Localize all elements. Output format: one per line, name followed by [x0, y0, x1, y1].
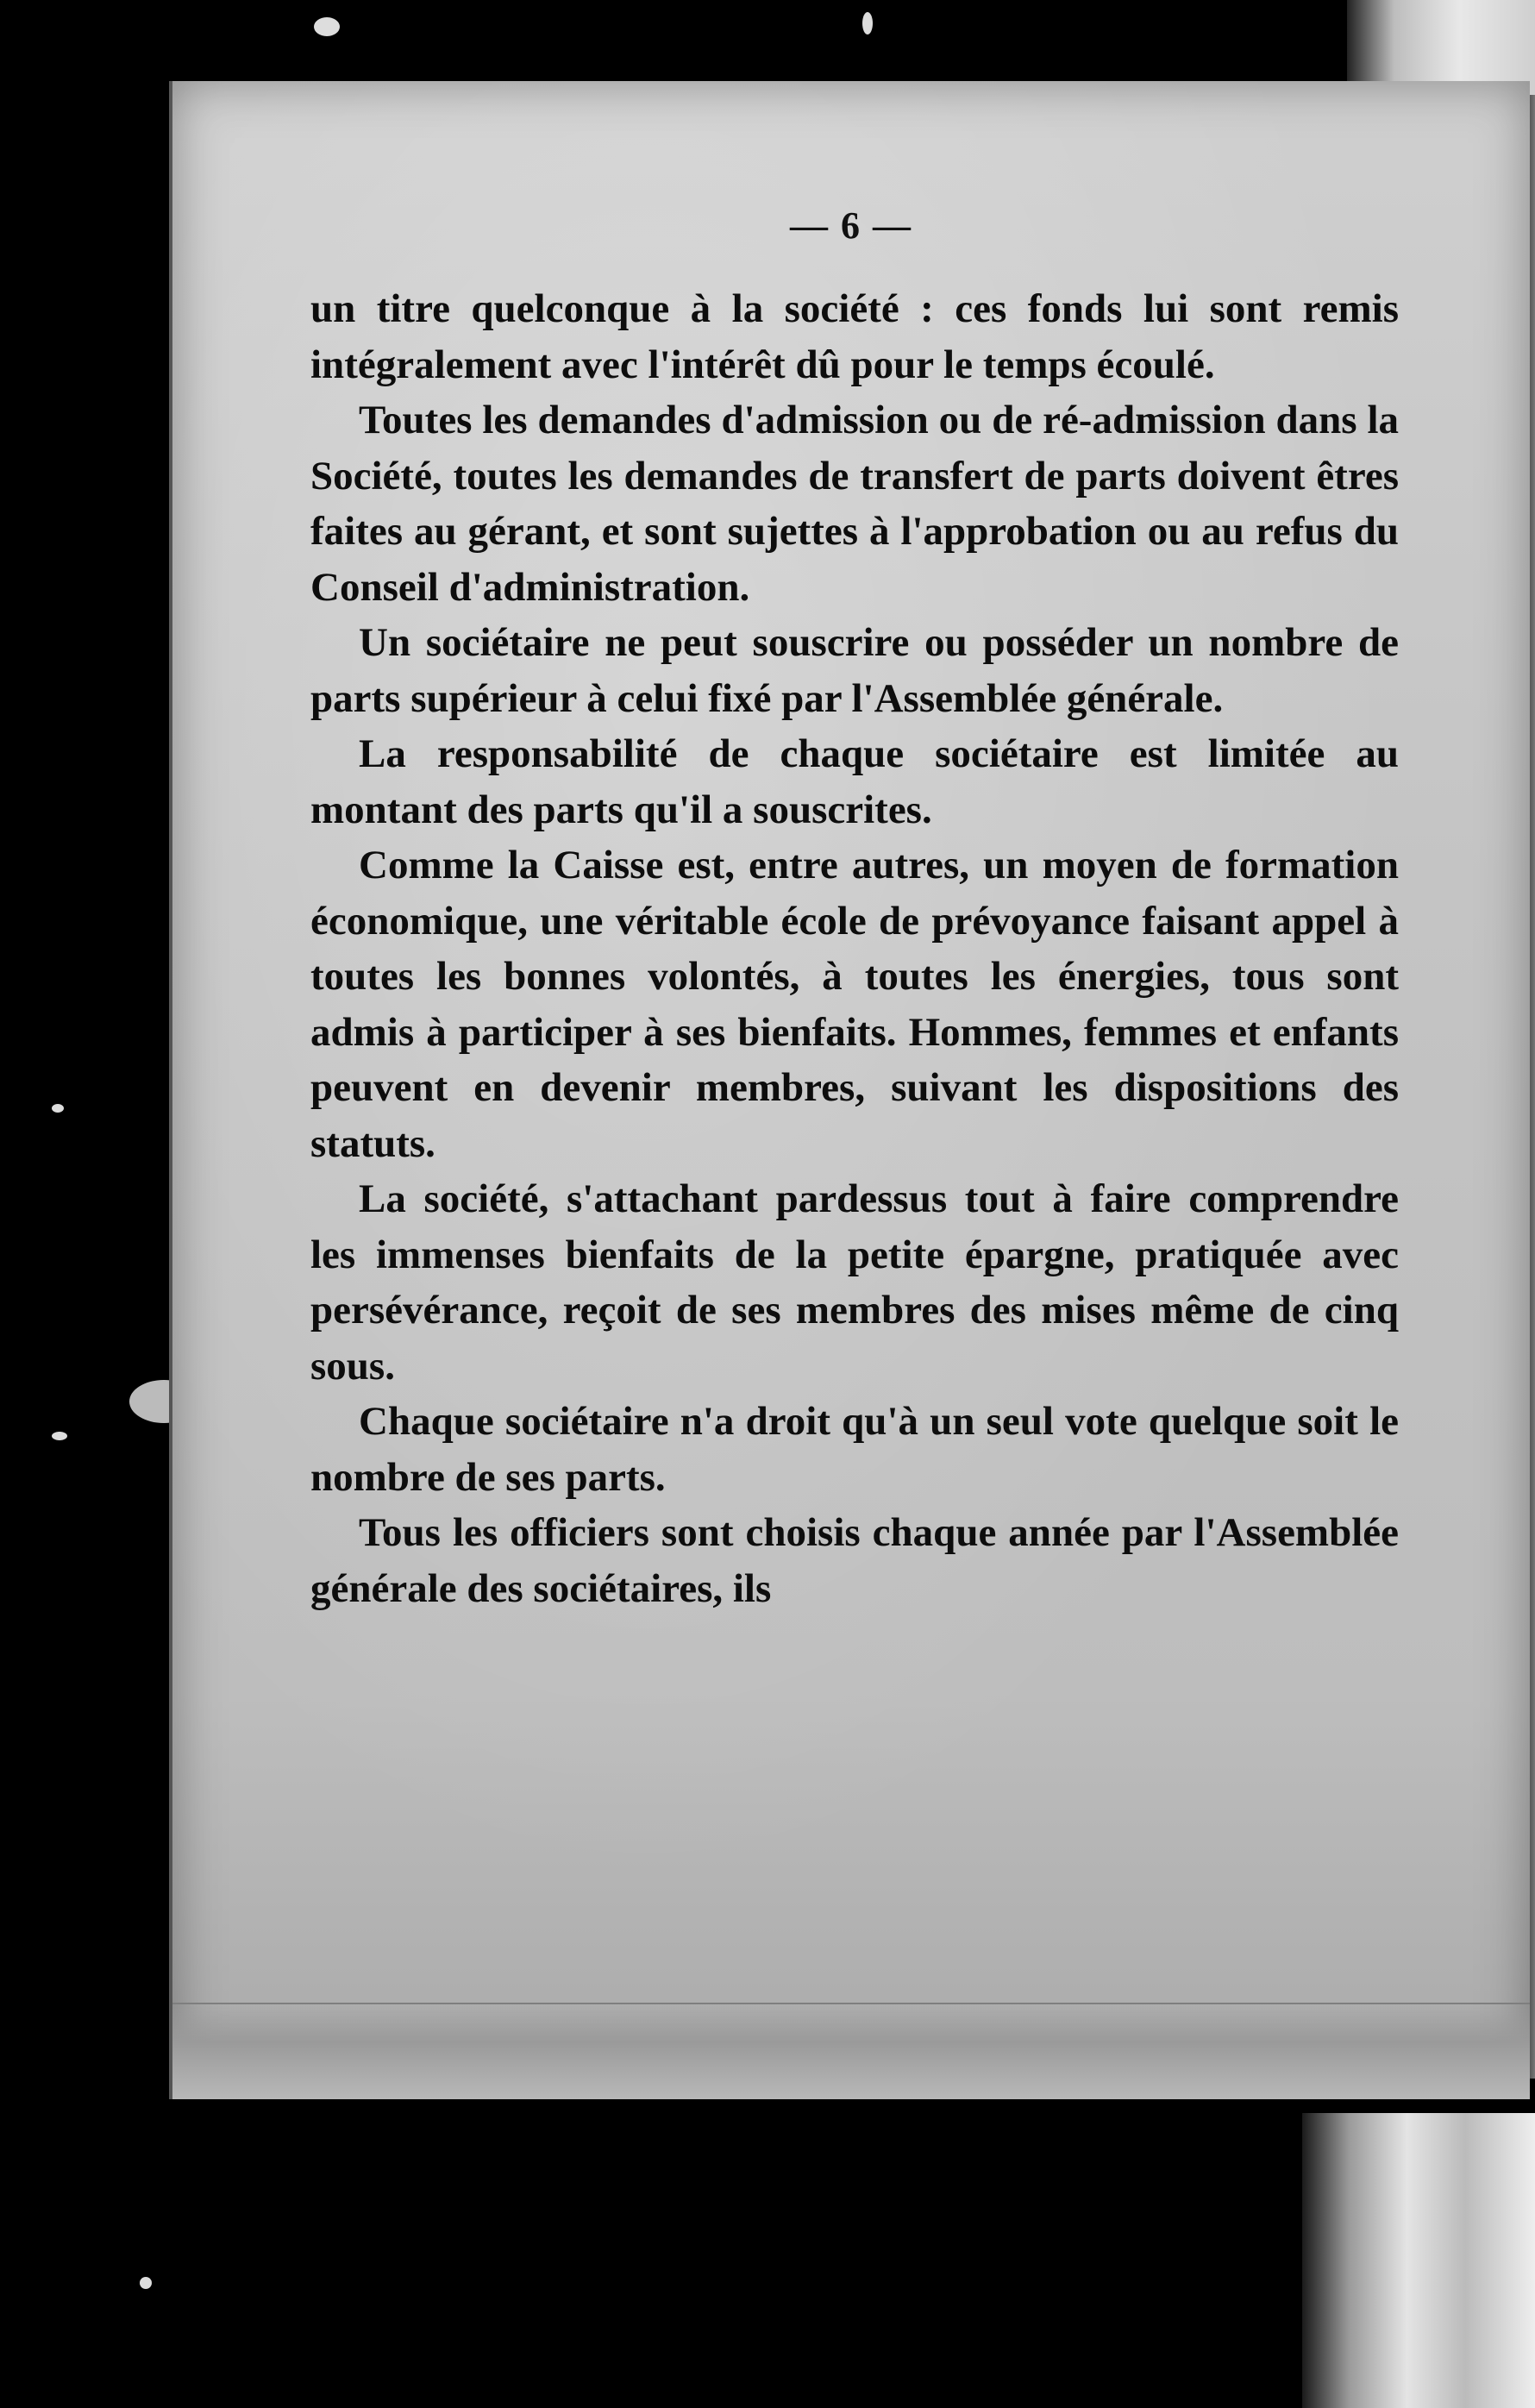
- scan-speck: [314, 17, 340, 36]
- book-page: [169, 81, 1530, 2099]
- scan-speck: [52, 1432, 67, 1440]
- adjacent-page-edge-bottom: [1302, 2113, 1535, 2408]
- paragraph-responsibility: La responsabilité de chaque sociétaire est limitée au montant des parts qu'il a souscrites.: [310, 731, 1399, 832]
- paragraph-officers: Tous les officiers sont choisis chaque année par l'Assemblée générale des sociétaires, ils: [310, 1510, 1399, 1611]
- body-text: [310, 281, 1399, 1616]
- paragraph-voting: Chaque sociétaire n'a droit qu'à un seul vote quelque soit le nombre de ses parts.: [310, 1399, 1399, 1500]
- paragraph-share-limit: Un sociétaire ne peut souscrire ou posséder un nombre de parts supérieur à celui fixé par l'Assemblée générale.: [310, 620, 1399, 721]
- paragraph-continuation: un titre quelconque à la société : ces fonds lui sont remis intégralement avec l'intérêt dû pour le temps écoulé.: [310, 286, 1399, 387]
- page-bottom-band: [172, 2003, 1530, 2099]
- scan-speck: [140, 2277, 152, 2289]
- scan-speck: [862, 12, 873, 34]
- page-number: — 6 —: [790, 204, 912, 247]
- paragraph-admission: Toutes les demandes d'admission ou de ré-admission dans la Société, toutes les demandes de transfert de parts doivent êtres faites au gérant, et sont sujettes à l'approbation ou au refus du Conseil d'administration.: [310, 398, 1399, 610]
- paragraph-savings: La société, s'attachant pardessus tout à faire comprendre les immenses bienfaits de la petite épargne, pratiquée avec persévérance, reçoit de ses membres des mises même de cinq sous.: [310, 1176, 1399, 1389]
- scan-speck: [52, 1104, 64, 1113]
- paragraph-membership: Comme la Caisse est, entre autres, un moyen de formation économique, une véritable école de prévoyance faisant appel à toutes les bonnes volontés, à toutes les énergies, tous sont admis à participer à ses bienfaits. Hommes, femmes et enfants peuvent en devenir membres, suivant les dispositions des statuts.: [310, 843, 1399, 1166]
